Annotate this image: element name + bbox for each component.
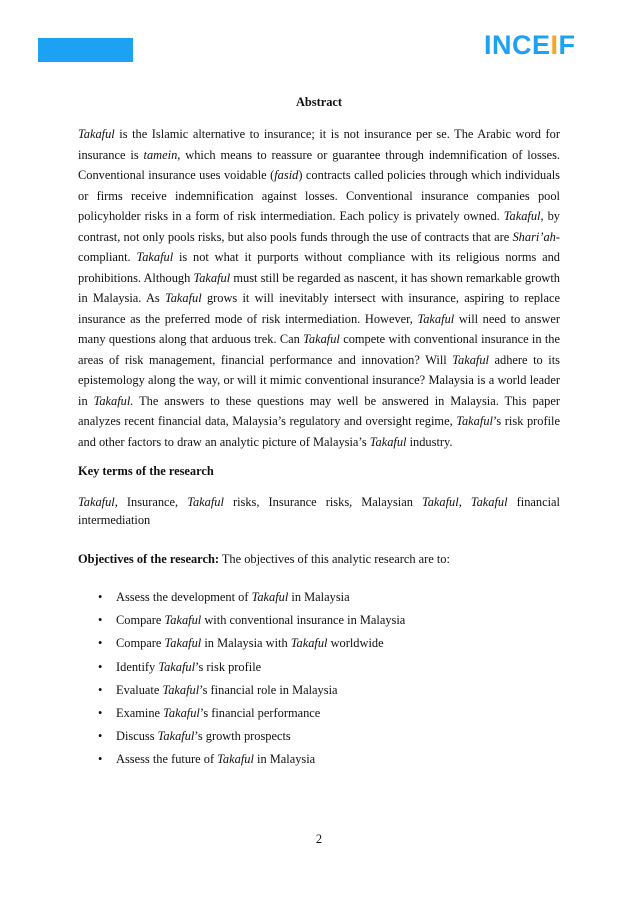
abstract-paragraph: Takaful is the Islamic alternative to insurance; it is not insurance per se. The Arabic word for insurance is tamein, which means to reassure or guarantee through indemnification of losses. Conventional insurance uses voidable (fasid) contracts called policies through which individuals or firms receive indemnification against losses. Conventional insurance companies pool policyholder risks in a form of risk intermediation. Each policy is privately owned. Takaful, by contrast, not only pools risks, but also pools funds through the use of contracts that are Shari’ah-compliant. Takaful is not what it purports without compliance with its religious norms and prohibitions. Although Takaful must still be regarded as nascent, it has shown remarkable growth in Malaysia. As Takaful grows it will inevitably intersect with insurance, aspiring to replace insurance as the preferred mode of risk intermediation. However, Takaful will need to answer many questions along that arduous trek. Can Takaful compete with conventional insurance in the areas of risk management, financial performance and innovation? Will Takaful adhere to its epistemology along the way, or will it mimic conventional insurance? Malaysia is a world leader in Takaful. The answers to these questions may well be answered in Malaysia. This paper analyzes recent financial data, Malaysia’s regulatory and oversight regime, Takaful’s risk profile and other factors to draw an analytic picture of Malaysia’s Takaful industry. xyxy=(78,127,561,449)
bullet-icon: • xyxy=(98,729,103,744)
bullet-icon: • xyxy=(98,590,103,604)
bullet-icon: • xyxy=(98,682,103,697)
bullet-icon: • xyxy=(98,636,103,651)
bullet-icon: • xyxy=(98,659,103,674)
objectives-label: Objectives of the research: xyxy=(78,552,219,566)
objective-item: • Compare Takaful with conventional insurance in Malaysia xyxy=(98,613,406,628)
abstract-heading: Abstract xyxy=(295,95,343,109)
objective-item: • Assess the future of Takaful in Malaysia xyxy=(98,752,316,767)
key-terms-heading: Key terms of the research xyxy=(78,464,214,478)
objective-item: • Examine Takaful’s financial performance xyxy=(98,705,321,720)
objective-item: • Assess the development of Takaful in Malaysia xyxy=(98,590,350,604)
objectives-intro xyxy=(78,552,450,567)
objectives-list xyxy=(78,590,405,776)
bullet-icon: • xyxy=(98,705,103,720)
objective-item: • Evaluate Takaful’s financial role in Malaysia xyxy=(98,682,338,697)
header-color-bar xyxy=(38,38,133,62)
key-terms-paragraph: Takaful, Insurance, Takaful risks, Insurance risks, Malaysian Takaful, Takaful financial intermediation xyxy=(78,495,560,527)
page-number: 2 xyxy=(315,832,323,846)
objective-item: • Identify Takaful’s risk profile xyxy=(98,659,262,674)
bullet-icon: • xyxy=(98,752,103,767)
objective-item: • Discuss Takaful’s growth prospects xyxy=(98,729,291,744)
objective-item: • Compare Takaful in Malaysia with Takaful worldwide xyxy=(98,636,384,651)
objectives-text: The objectives of this analytic research are to: xyxy=(218,552,450,566)
inceif-logo: INCEIF xyxy=(484,30,576,60)
bullet-icon: • xyxy=(98,613,103,628)
